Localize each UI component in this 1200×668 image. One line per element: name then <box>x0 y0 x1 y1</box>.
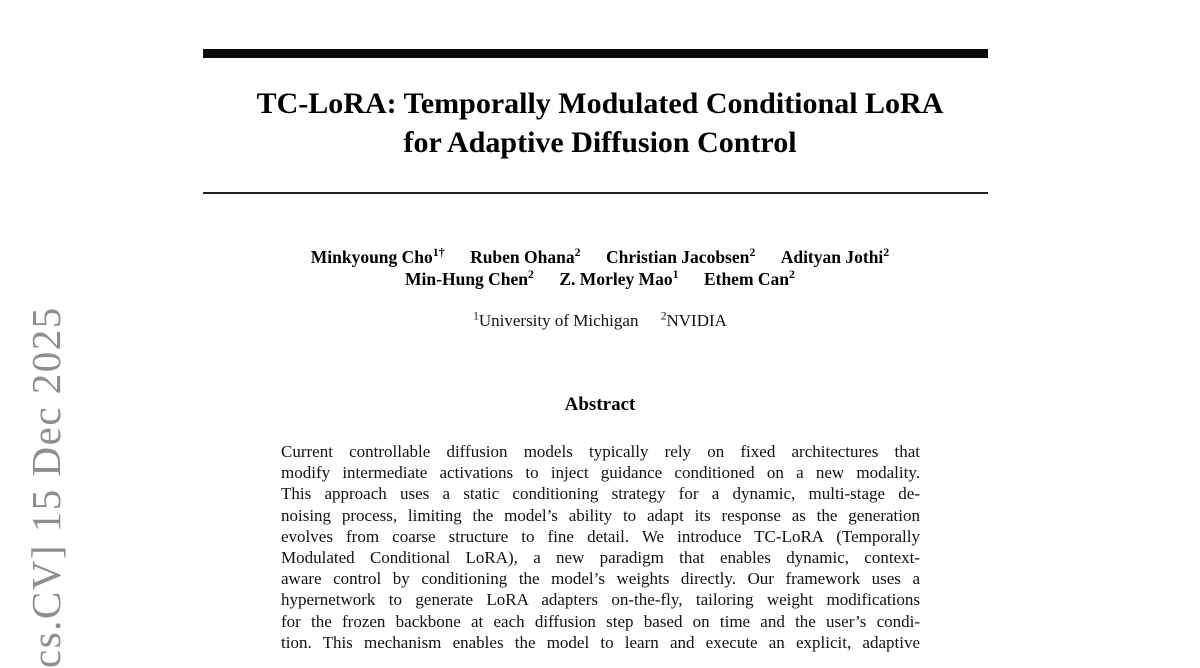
author-name: Christian Jacobsen <box>605 247 750 267</box>
author-name: Min-Hung Chen <box>405 269 529 289</box>
author-name: Adityan Jothi <box>780 247 884 267</box>
abstract-line: hypernetwork to generate LoRA adapters on-the-fly, tailoring weight modifications <box>281 590 920 610</box>
author-name: Ethem Can <box>703 269 790 289</box>
affiliation <box>473 311 638 330</box>
affiliation-marker: 1 <box>473 309 479 323</box>
paper-title-line-2: for Adaptive Diffusion Control <box>403 126 797 159</box>
abstract-heading: Abstract <box>564 394 636 415</box>
author <box>781 247 890 267</box>
abstract-line: modify intermediate activations to inject guidance conditioned on a new modality. <box>281 463 920 483</box>
abstract-line: tion. This mechanism enables the model to learn and execute an explicit, adaptive <box>281 632 920 652</box>
abstract-line: for the frozen backbone at each diffusion step based on time and the user’s condi- <box>281 611 920 631</box>
author-affiliation-marker: 2 <box>883 245 890 260</box>
author-line-1 <box>0 246 1200 268</box>
author-block <box>0 246 1200 290</box>
abstract-body <box>281 441 920 653</box>
title-rule-top <box>203 49 988 58</box>
abstract-line: Modulated Conditional LoRA), a new paradigm that enables dynamic, context- <box>281 547 920 567</box>
paper-title <box>0 84 1200 162</box>
title-rule-bottom <box>203 192 988 194</box>
author-name: Minkyoung Cho <box>310 247 433 267</box>
author <box>559 269 678 289</box>
author-affiliation-marker: 2 <box>749 245 756 260</box>
abstract-line: evolves from coarse structure to fine detail. We introduce TC-LoRA (Temporally <box>281 526 920 546</box>
abstract-line: noising process, limiting the model’s ability to adapt its response as the generation <box>281 505 920 525</box>
author-affiliation-marker: 2 <box>528 267 534 282</box>
abstract-line: Current controllable diffusion models typically rely on fixed architectures that <box>281 442 920 461</box>
author-name: Z. Morley Mao <box>559 269 673 289</box>
author-affiliation-marker: 1 <box>672 267 679 282</box>
paper-title-line-1: TC-LoRA: Temporally Modulated Conditional LoRA <box>256 87 944 120</box>
author-affiliation-marker: 2 <box>574 245 581 260</box>
author <box>405 269 534 289</box>
affiliation <box>661 311 727 330</box>
author <box>704 269 795 289</box>
author <box>311 247 445 267</box>
abstract-line: This approach uses a static conditioning strategy for a dynamic, multi-stage de- <box>281 484 920 504</box>
author-line-2 <box>0 268 1200 290</box>
author-affiliation-marker: 2 <box>789 267 795 282</box>
abstract-line: aware control by conditioning the model’s weights directly. Our framework uses a <box>281 569 920 589</box>
author-name: Ruben Ohana <box>470 247 575 267</box>
arxiv-watermark: cs.CV] 15 Dec 2025 <box>23 306 69 668</box>
author-affiliation-marker: 1† <box>432 245 445 260</box>
author <box>470 247 581 267</box>
affiliation-name: NVIDIA <box>666 311 727 330</box>
affiliation-block <box>0 311 1200 331</box>
author <box>606 247 755 267</box>
affiliation-name: University of Michigan <box>478 311 639 330</box>
affiliation-marker: 2 <box>660 309 667 323</box>
